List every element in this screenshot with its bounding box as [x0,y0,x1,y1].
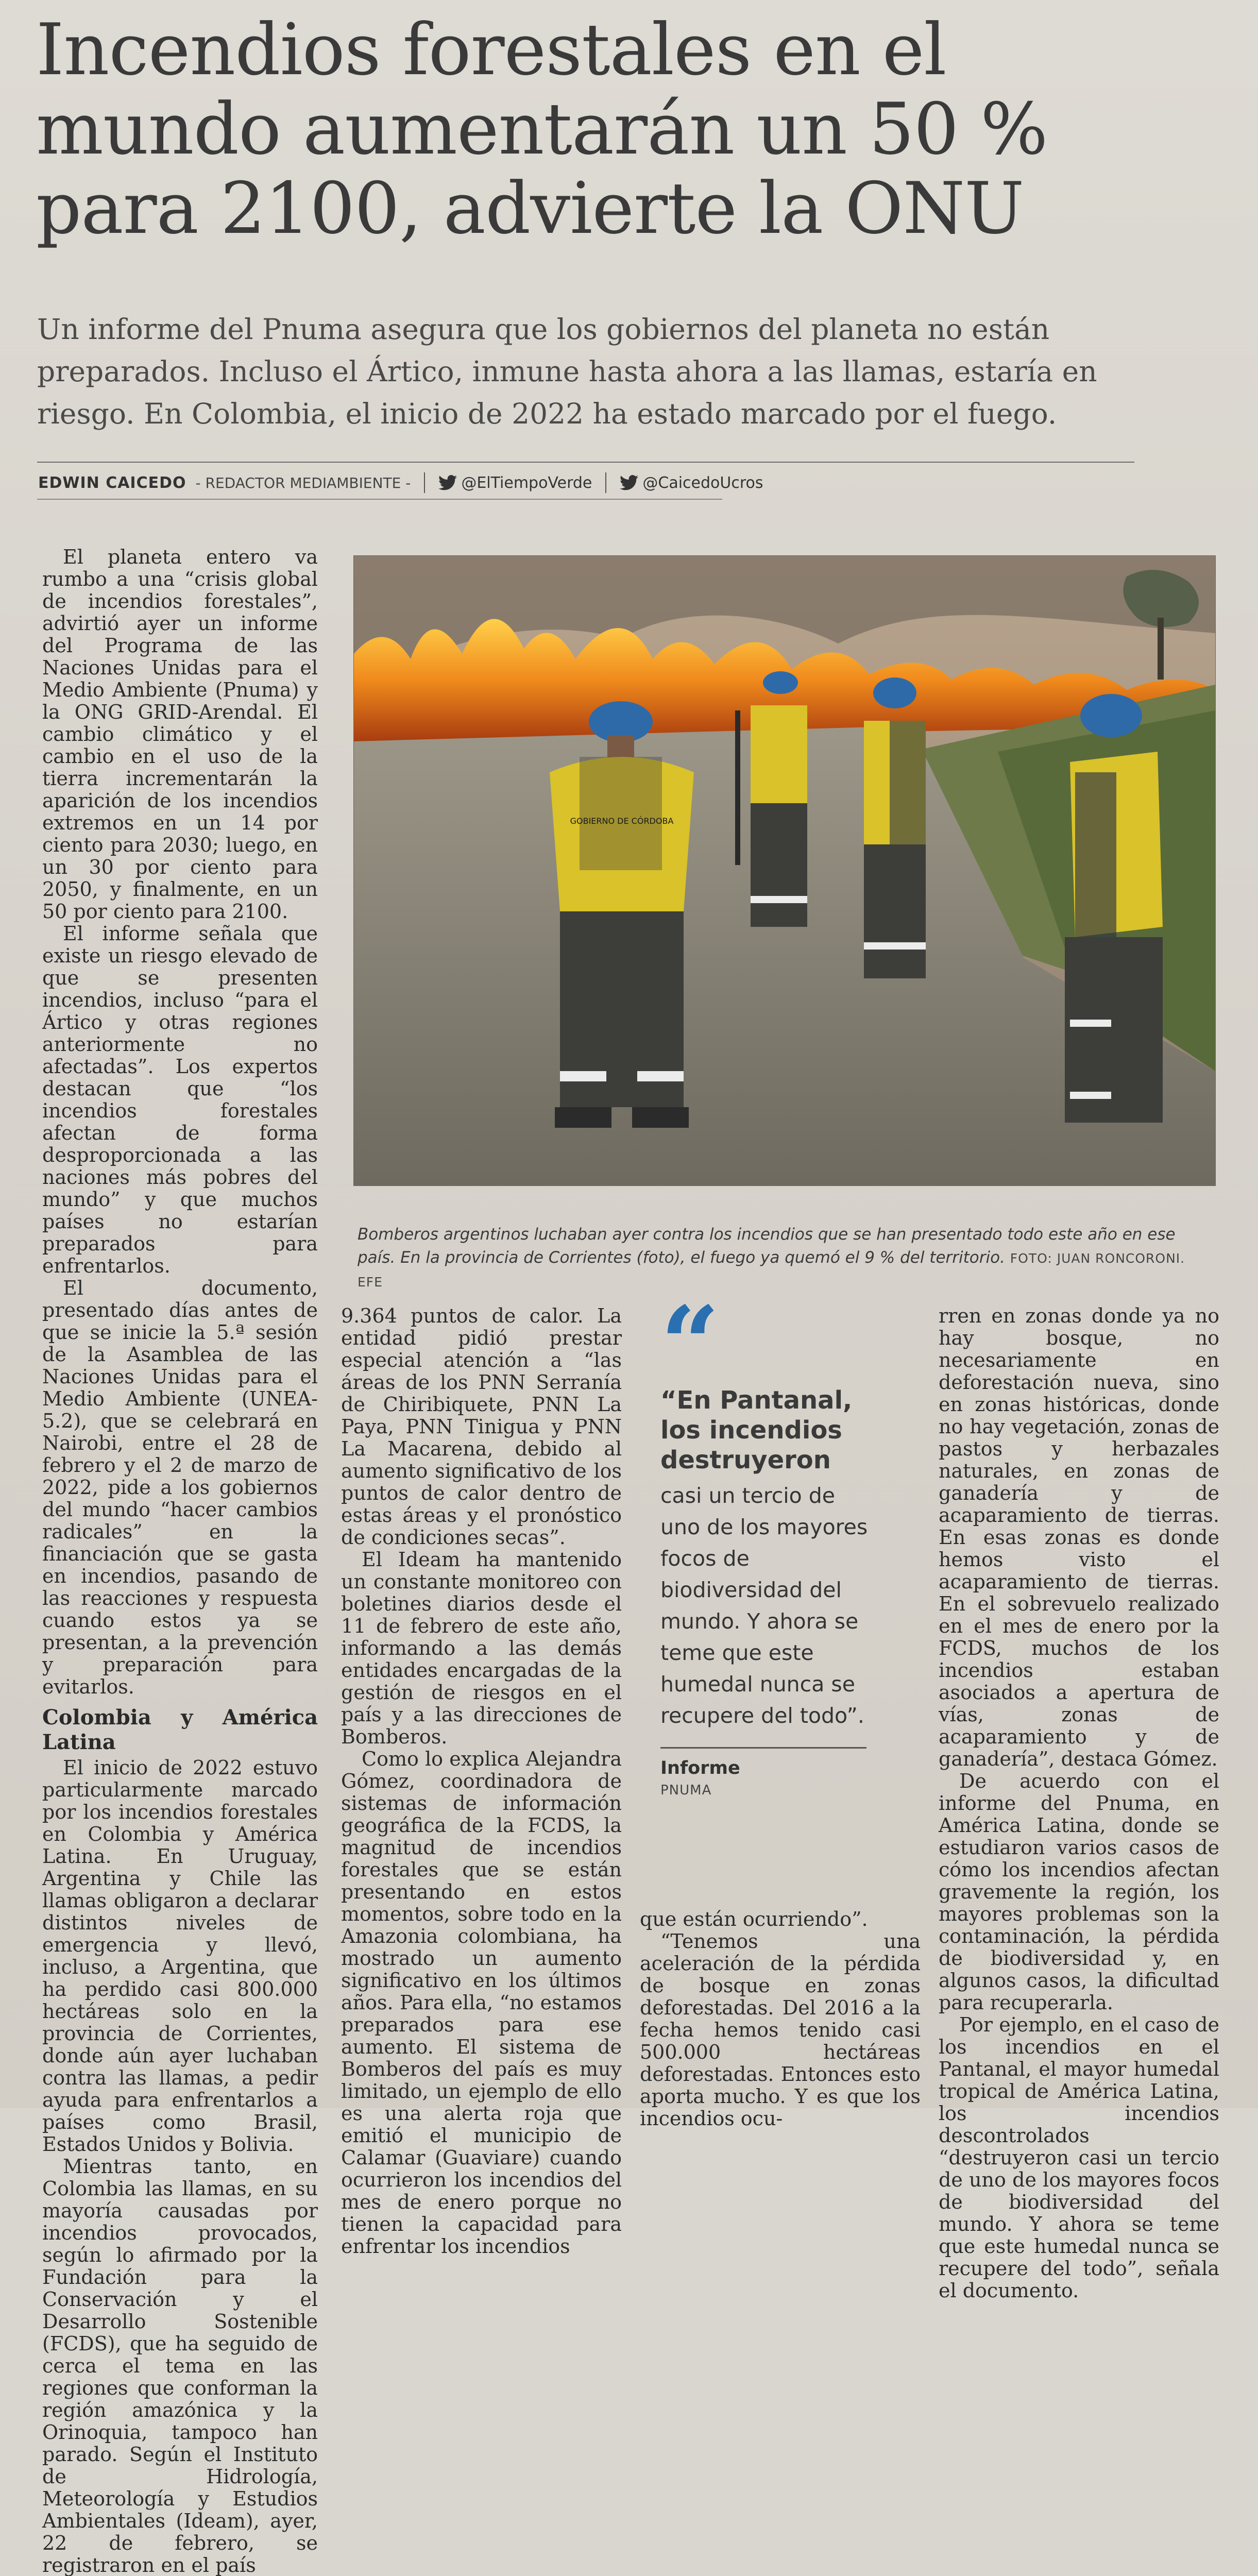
byline-divider [424,472,425,493]
paragraph: El Ideam ha mantenido un constante monitoreo con boletines diarios desde el 11 de febrero de este año, informando a las demás entidades encargadas de la gestión de riesgos en el país y a las direcciones de Bomberos. [341,1548,622,1748]
article-headline: Incendios forestales en el mundo aumentarán un 50 % para 2100, advierte la ONU [36,8,1048,250]
firefighter-3 [864,677,926,978]
byline-rule [37,499,722,500]
quote-rule [660,1747,866,1749]
twitter-bird-icon [620,475,638,490]
quote-mark-icon: “ [660,1284,720,1405]
column-3-bottom [640,1908,921,2130]
paragraph: rren en zonas donde ya no hay bosque, no necesariamente en deforestación nueva, sino en zonas históricas, donde no hay vegetación, zonas de pastos y herbazales naturales, en zonas de ganadería y de acaparamiento de tierras. En esas zonas es donde hemos visto el acaparamiento de tierras. En el sobrevuelo realizado en el mes de enero por la FCDS, muchos de los incendios estaban asociados a apertura de vías, zonas de acaparamiento y de ganadería”, destaca Gómez. [939,1304,1219,1770]
caption-text: Bomberos argentinos luchaban ayer contra los incendios que se han presentado todo este año en ese país. En la provincia de Corrientes (foto), el fuego ya quemó el 9 % del territorio. [358,1225,1176,1267]
photo-caption [358,1223,1213,1294]
twitter-handle-1-label: @ElTiempoVerde [461,473,592,492]
article-deck: Un informe del Pnuma asegura que los gobiernos del planeta no están preparados. Incluso el Ártico, inmune hasta ahora a las llamas, estaría en riesgo. En Colombia, el inicio de 2022 ha estado marcado por el fuego. [37,313,1097,430]
quote-text: casi un tercio de uno de los mayores focos de biodiversidad del mundo. Y ahora se teme que este humedal nunca se recupere del todo”. [660,1483,868,1728]
paragraph: Por ejemplo, en el caso de los incendios en el Pantanal, el mayor humedal tropical de América Latina, los incendios descontrolados “destruyeron casi un tercio de uno de los mayores focos de biodiversidad del mundo. Y ahora se teme que este humedal nunca se recupere del todo”, señala el documento. [939,2013,1219,2302]
photo-credit: FOTO: JUAN RONCORONI. EFE [358,1251,1185,1290]
twitter-handle-1[interactable] [438,474,592,492]
top-rule [37,462,1134,463]
column-1 [42,546,318,2576]
paragraph: 9.364 puntos de calor. La entidad pidió prestar especial atención a “las áreas de los PNN Serranía de Chiribiquete, PNN La Paya, PNN Tinigua y PNN La Macarena, debido al aumento significativo de los puntos de calor dentro de estas áreas y el pronóstico de condiciones secas”. [341,1304,622,1549]
column-4 [939,1305,1219,2302]
paragraph: Como lo explica Alejandra Gómez, coordinadora de sistemas de información geográfica de la FCDS, la magnitud de incendios forestales que se están presentando en estos momentos, sobre todo en la Amazonia colombiana, ha mostrado un aumento significativo en los últimos años. Para ella, “no estamos preparados para ese aumento. El sistema de Bomberos del país es muy limitado, un ejemplo de ello es una alerta roja que emitió el municipio de Calamar (Guaviare) cuando ocurrieron los incendios del mes de enero porque no tienen la capacidad para enfrentar los incendios [341,1748,622,2258]
twitter-bird-icon [438,475,457,490]
twitter-handle-2-label: @CaicedoUcros [642,473,763,492]
paragraph: El documento, presentado días antes de que se inicie la 5.ª sesión de la Asamblea de las Naciones Unidas para el Medio Ambiente (UNEA-5.2), que se celebrará en Nairobi, entre el 28 de febrero y el 2 de marzo de 2022, pide a los gobiernos del mundo “hacer cambios radicales” en la financiación que se gasta en incendios, pasando de las reacciones y respuesta cuando estos ya se presentan, a la prevención y preparación para evitarlos. [42,1277,318,1698]
paragraph: El inicio de 2022 estuvo particularmente marcado por los incendios forestales en Colombia y América Latina. En Uruguay, Argentina y Chile las llamas obligaron a declarar distintos niveles de emergencia y llevó, incluso, a Argentina, que ha perdido casi 800.000 hectáreas solo en la provincia de Corrientes, donde aún ayer luchaban contra las llamas, a pedir ayuda para enfrentarlos a países como Brasil, Estados Unidos y Bolivia. [42,1756,318,2156]
byline-author: EDWIN CAICEDO [38,473,186,492]
paragraph: El informe señala que existe un riesgo elevado de que se presenten incendios, incluso “para el Ártico y otras regiones anteriormente no afectadas”. Los expertos destacan que “los incendios forestales afectan de forma desproporcionada a las naciones más pobres del mundo” y que muchos países no estarían preparados para enfrentarlos. [42,922,318,1277]
quote-lead: “En Pantanal, los incendios destruyeron [660,1386,853,1475]
paragraph: “Tenemos una aceleración de la pérdida de bosque en zonas deforestadas. Del 2016 a la fecha hemos tenido casi 500.000 hectáreas deforestadas. Entonces esto aporta mucho. Y es que los incendios ocu- [640,1930,921,2130]
vest-text: GOBIERNO DE CÓRDOBA [570,816,674,826]
column-2 [341,1305,622,2258]
byline [38,470,763,496]
pull-quote [660,1284,877,1798]
paragraph: El planeta entero va rumbo a una “crisis global de incendios forestales”, advirtió ayer un informe del Programa de las Naciones Unidas para el Medio Ambiente (Pnuma) y la ONG GRID-Arendal. El cambio climático y el cambio en el uso de la tierra incrementarán la aparición de los incendios extremos en un 14 por ciento para 2030; luego, en un 30 por ciento para 2050, y finalmente, en un 50 por ciento para 2100. [42,546,318,923]
news-photo [353,555,1216,1186]
quote-organization: PNUMA [660,1783,712,1798]
byline-role: - REDACTOR MEDIAMBIENTE - [195,474,411,492]
firefighter-1 [550,701,694,1128]
paragraph: que están ocurriendo”. [640,1908,868,1930]
paragraph: De acuerdo con el informe del Pnuma, en América Latina, donde se estudiaron varios casos de cómo los incendios afectan gravemente la región, los mayores problemas son la contaminación, la pérdida de biodiversidad y, en algunos casos, la dificultad para recuperarla. [939,1770,1219,2014]
firefighters-photo [354,556,1215,1185]
byline-divider-2 [605,472,606,493]
section-subhead: Colombia y América Latina [42,1705,318,1754]
quote-source: Informe [660,1758,740,1778]
paragraph: Mientras tanto, en Colombia las llamas, en su mayoría causadas por incendios provocados, según lo afirmado por la Fundación para la Conservación y el Desarrollo Sostenible (FCDS), que ha seguido de cerca el tema en las regiones que conforman la región amazónica y la Orinoquia, tampoco han parado. Según el Instituto de Hidrología, Meteorología y Estudios Ambientales (Ideam), ayer, 22 de febrero, se registraron en el país [42,2155,318,2576]
twitter-handle-2[interactable] [620,474,763,492]
